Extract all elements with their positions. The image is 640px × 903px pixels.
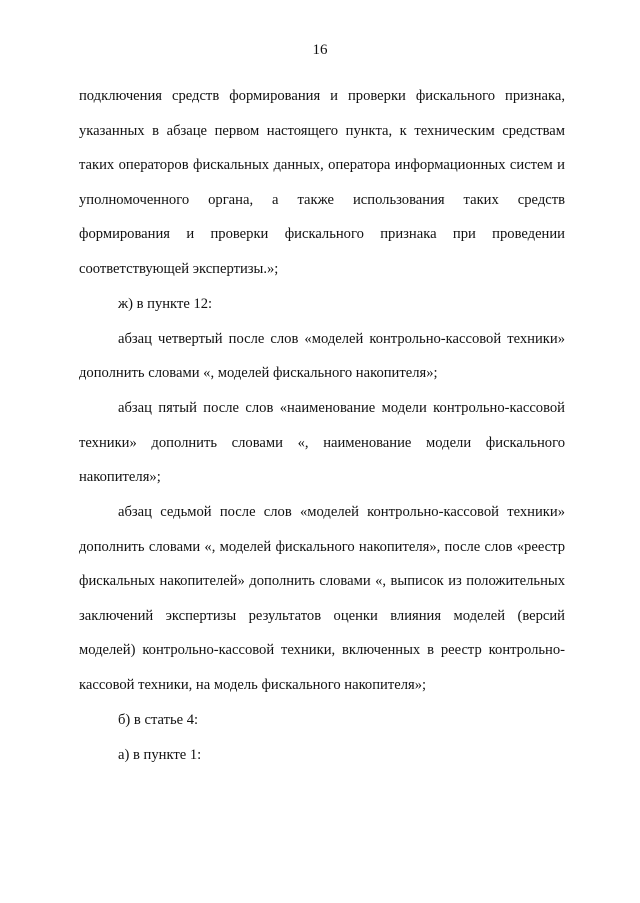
paragraph-abzac-4: абзац четвертый после слов «моделей контрольно-кассовой техники» дополнить словами «, моделей фискального накопителя»; (79, 330, 565, 381)
paragraph-item-b: б) в статье 4: (118, 711, 199, 728)
page-number: 16 (312, 42, 328, 58)
paragraph-abzac-7: абзац седьмой после слов «моделей контрольно-кассовой техники» дополнить словами «, моделей фискального накопителя», после слов «реестр фискальных накопителей» дополнить словами «, выписок из положительных заключений экспертизы результатов оценки влияния моделей (версий моделей) контрольно-кассовой техники, включенных в реестр контрольно-кассовой техники, на модель фискального накопителя»; (79, 504, 565, 693)
document-body (79, 79, 565, 772)
paragraph-item-zh: ж) в пункте 12: (118, 295, 213, 312)
paragraph-abzac-5: абзац пятый после слов «наименование модели контрольно-кассовой техники» дополнить словами «, наименование модели фискального накопителя»; (79, 400, 565, 485)
paragraph-continuation: подключения средств формирования и проверки фискального признака, указанных в абзаце первом настоящего пункта, к техническим средствам таких операторов фискальных данных, оператора информационных систем и уполномоченного органа, а также использования таких средств формирования и проверки фискального признака при проведении соответствующей экспертизы.»; (79, 88, 565, 277)
paragraph-item-a: а) в пункте 1: (118, 746, 202, 763)
